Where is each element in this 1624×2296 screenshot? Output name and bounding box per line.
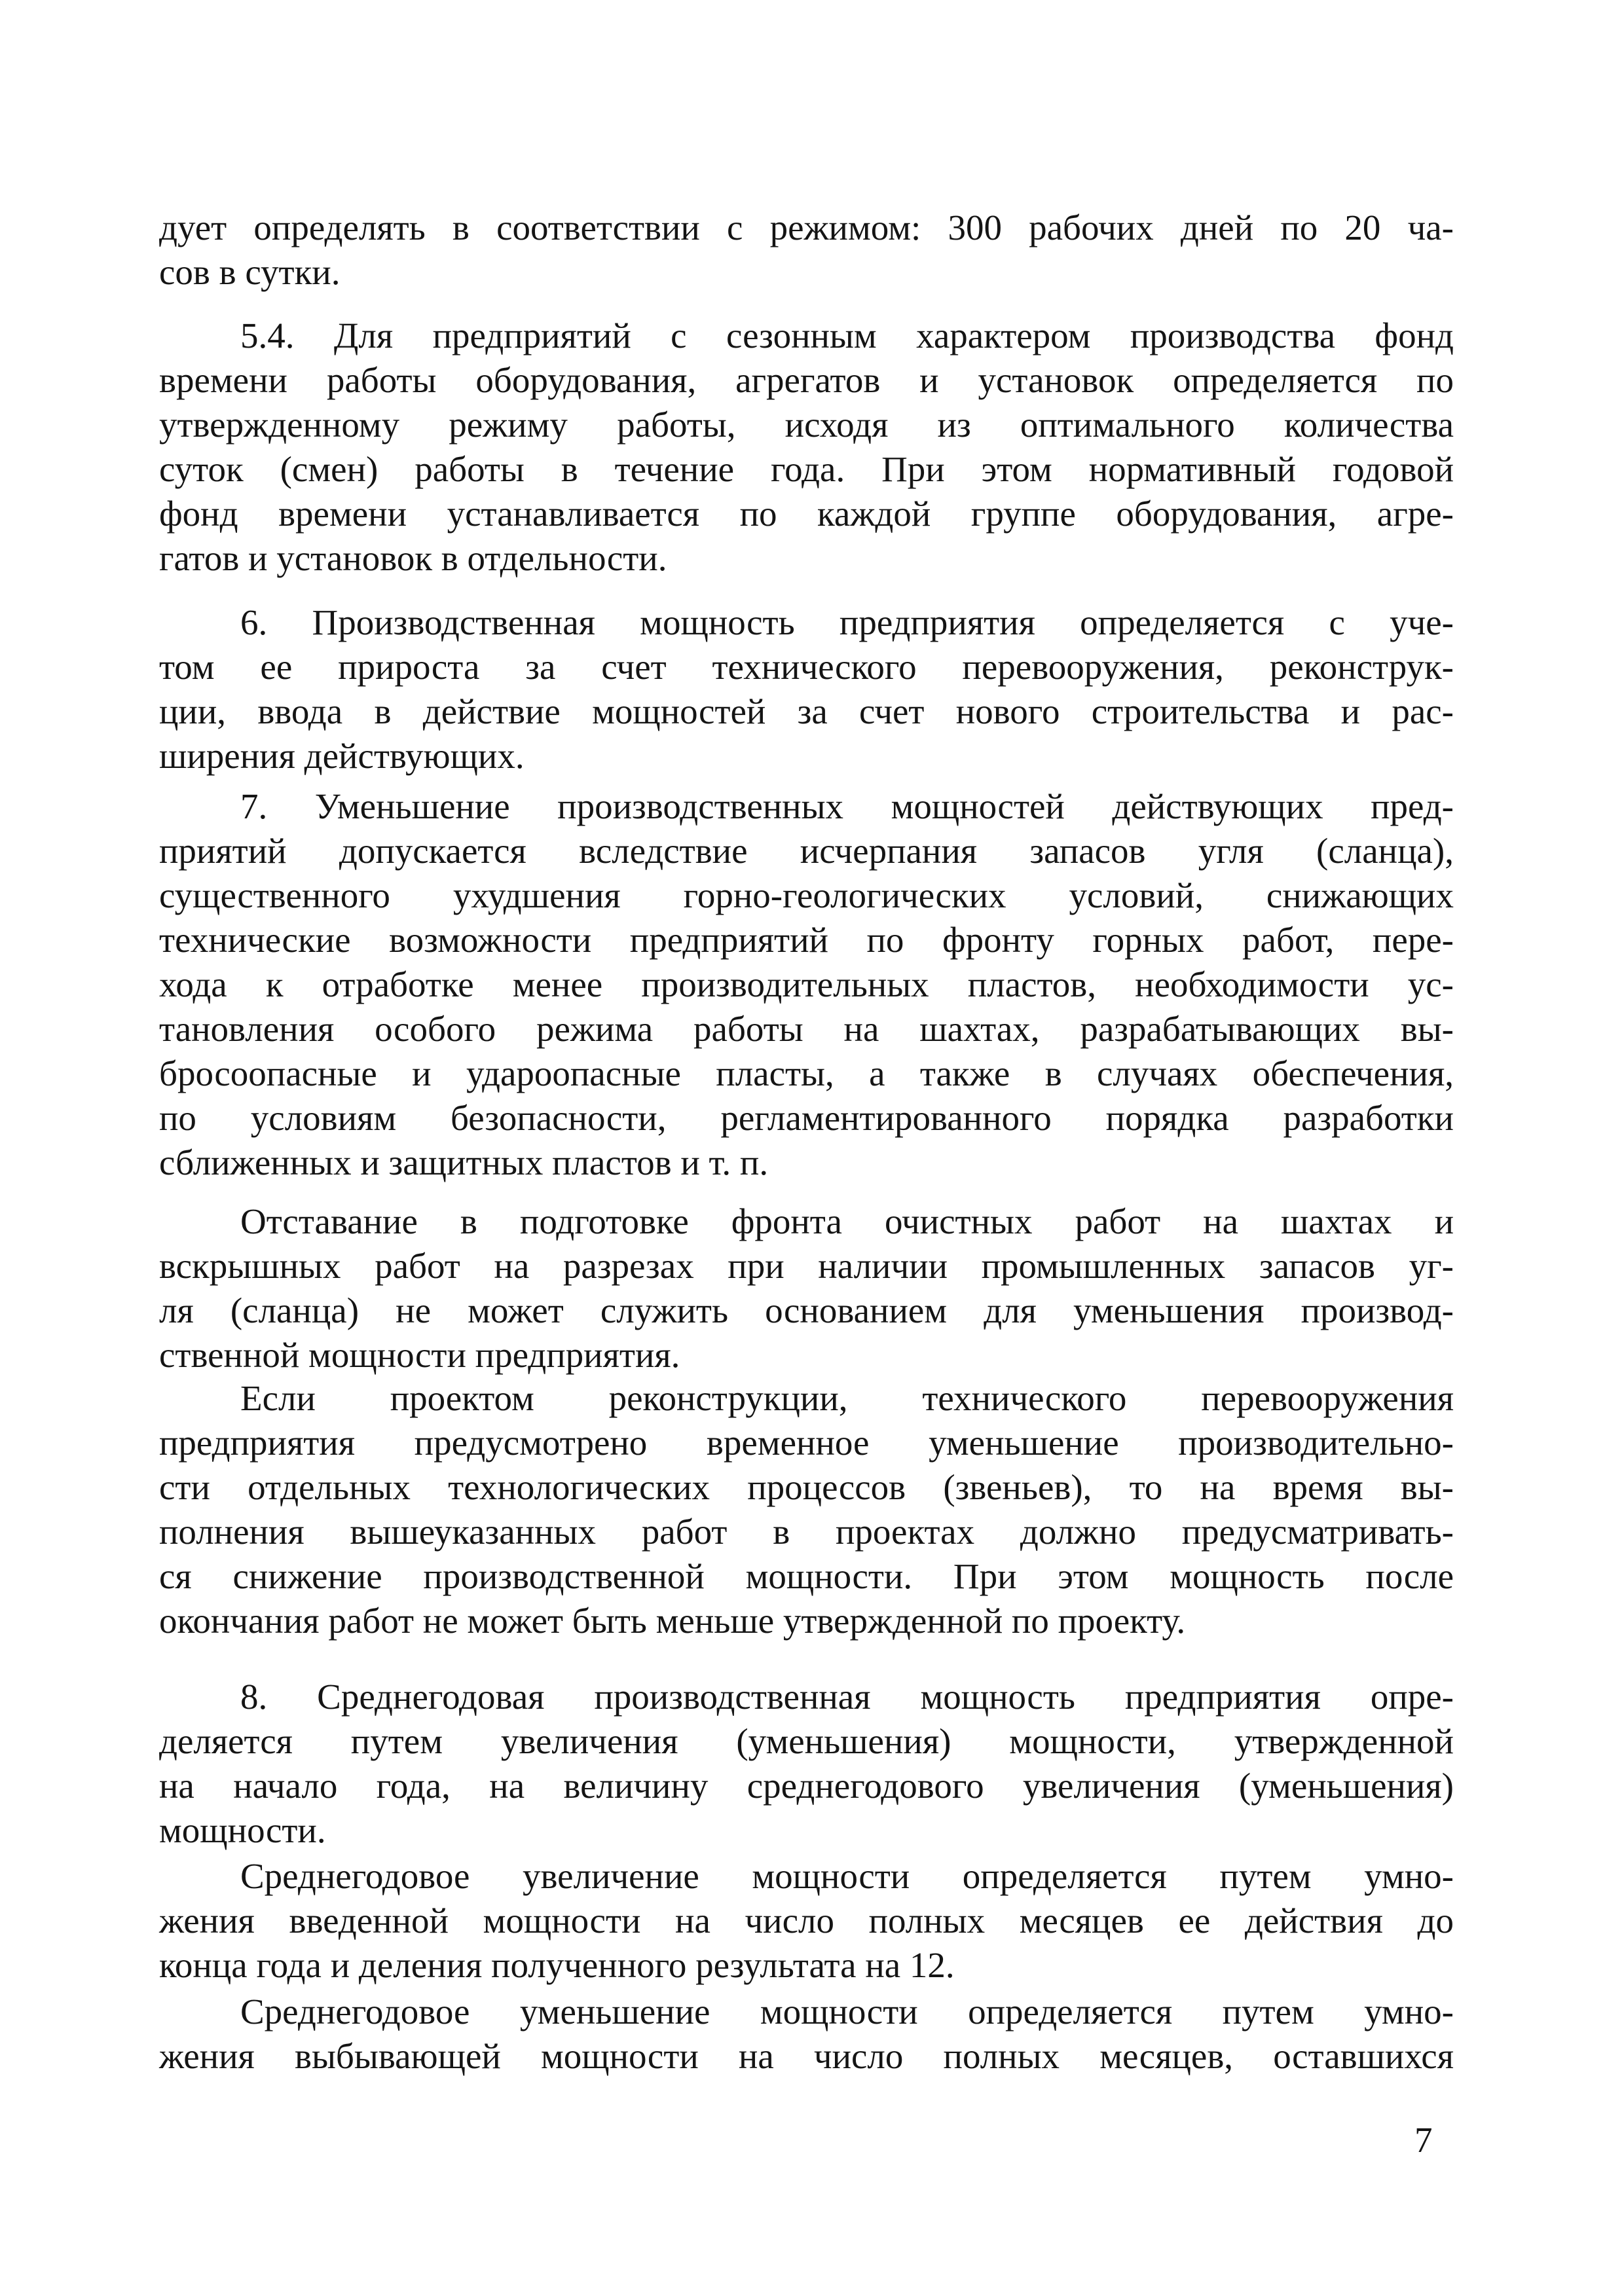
text-line: тановления особого режима работы на шахтах, разрабатывающих вы- bbox=[159, 1009, 1454, 1049]
paragraph bbox=[159, 206, 1454, 295]
text-line: ширения действующих. bbox=[159, 736, 525, 776]
text-line: фонд времени устанавливается по каждой группе оборудования, агре- bbox=[159, 494, 1454, 534]
text-line: технические возможности предприятий по фронту горных работ, пере- bbox=[159, 920, 1454, 960]
paragraph bbox=[159, 1854, 1454, 1988]
text-line: бросоопасные и удароопасные пласты, а также в случаях обеспечения, bbox=[159, 1053, 1454, 1093]
text-line: сближенных и защитных пластов и т. п. bbox=[159, 1142, 769, 1182]
text-line: 7. Уменьшение производственных мощностей действующих пред- bbox=[240, 786, 1454, 826]
text-line: жения выбывающей мощности на число полных месяцев, оставшихся bbox=[159, 2036, 1454, 2076]
text-line: 6. Производственная мощность предприятия определяется с уче- bbox=[240, 602, 1454, 642]
text-line: ля (сланца) не может служить основанием для уменьшения производ- bbox=[159, 1290, 1454, 1330]
text-line: дует определять в соответствии с режимом: 300 рабочих дней по 20 ча- bbox=[159, 208, 1454, 247]
paragraph bbox=[159, 1199, 1454, 1377]
page-number: 7 bbox=[1414, 2120, 1433, 2160]
text-line: 8. Среднегодовая производственная мощность предприятия опре- bbox=[240, 1677, 1454, 1717]
text-line: утвержденному режиму работы, исходя из оптимального количества bbox=[159, 405, 1454, 445]
text-line: сти отдельных технологических процессов (звеньев), то на время вы- bbox=[159, 1467, 1454, 1507]
text-line: деляется путем увеличения (уменьшения) мощности, утвержденной bbox=[159, 1721, 1454, 1761]
text-line: по условиям безопасности, регламентированного порядка разработки bbox=[159, 1098, 1454, 1138]
text-line: Если проектом реконструкции, технического перевооружения bbox=[240, 1378, 1454, 1418]
paragraph bbox=[159, 1675, 1454, 1853]
text-line: окончания работ не может быть меньше утвержденной по проекту. bbox=[159, 1601, 1186, 1641]
text-line: ся снижение производственной мощности. При этом мощность после bbox=[159, 1556, 1454, 1596]
text-line: хода к отработке менее производительных пластов, необходимости ус- bbox=[159, 964, 1454, 1004]
text-line: конца года и деления полученного результата на 12. bbox=[159, 1945, 955, 1985]
text-line: ственной мощности предприятия. bbox=[159, 1335, 680, 1375]
text-line: том ее прироста за счет технического перевооружения, реконструк- bbox=[159, 647, 1454, 687]
text-line: полнения вышеуказанных работ в проектах должно предусматривать- bbox=[159, 1512, 1454, 1552]
text-line: Среднегодовое увеличение мощности определяется путем умно- bbox=[240, 1856, 1454, 1896]
text-line: сов в сутки. bbox=[159, 252, 341, 292]
paragraph bbox=[159, 314, 1454, 581]
text-line: Среднегодовое уменьшение мощности определяется путем умно- bbox=[240, 1992, 1454, 2032]
text-line: вскрышных работ на разрезах при наличии промышленных запасов уг- bbox=[159, 1246, 1454, 1286]
text-line: жения введенной мощности на число полных месяцев ее действия до bbox=[159, 1901, 1454, 1941]
text-line: суток (смен) работы в течение года. При этом нормативный годовой bbox=[159, 449, 1454, 489]
text-line: на начало года, на величину среднегодового увеличения (уменьшения) bbox=[159, 1766, 1454, 1806]
text-line: существенного ухудшения горно-геологических условий, снижающих bbox=[159, 875, 1454, 915]
paragraph bbox=[159, 1990, 1454, 2079]
text-line: гатов и установок в отдельности. bbox=[159, 538, 667, 578]
text-line: приятий допускается вследствие исчерпания запасов угля (сланца), bbox=[159, 831, 1454, 871]
paragraph bbox=[159, 600, 1454, 778]
paragraph bbox=[159, 784, 1454, 1185]
text-line: времени работы оборудования, агрегатов и установок определяется по bbox=[159, 360, 1454, 400]
text-line: предприятия предусмотрено временное уменьшение производительно- bbox=[159, 1423, 1454, 1463]
paragraph bbox=[159, 1376, 1454, 1643]
text-line: Отставание в подготовке фронта очистных работ на шахтах и bbox=[240, 1201, 1454, 1241]
text-line: ции, ввода в действие мощностей за счет нового строительства и рас- bbox=[159, 691, 1454, 731]
text-line: мощности. bbox=[159, 1810, 326, 1850]
text-line: 5.4. Для предприятий с сезонным характером производства фонд bbox=[240, 316, 1454, 355]
